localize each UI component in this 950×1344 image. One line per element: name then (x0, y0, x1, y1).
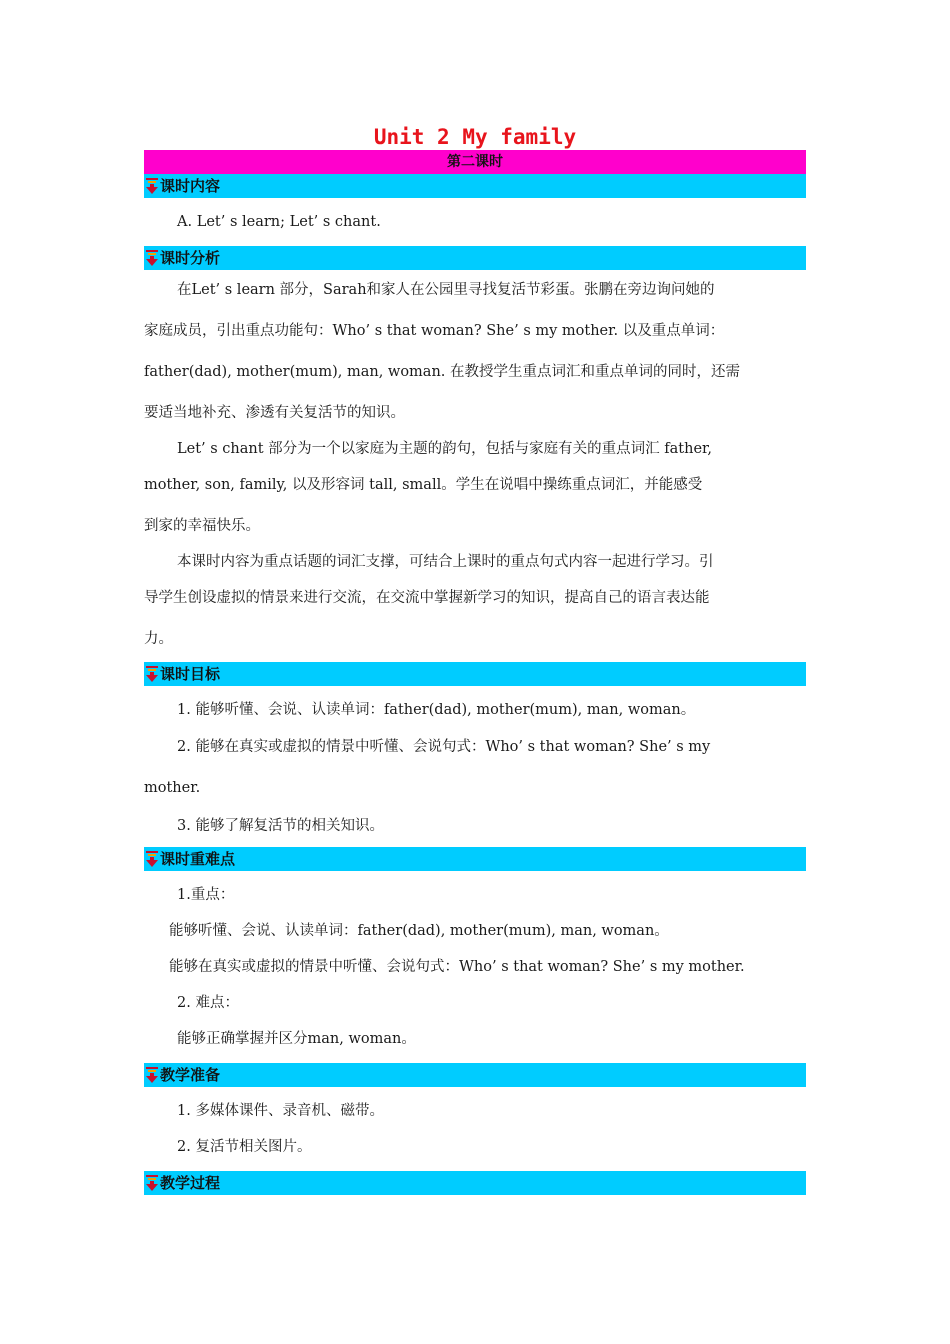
key-points-label: 1.重点： (177, 887, 235, 903)
prep-item-1: 1. 多媒体课件、录音机、磁带。 (177, 1103, 384, 1119)
document-title: Unit 2 My family (373, 125, 577, 149)
paragraph-line: 家庭成员，引出重点功能句：Who’ s that woman? She’ s my mother. 以及重点单词： (144, 323, 725, 339)
arrow-down-bar-icon (145, 851, 159, 867)
section-heading: 课时目标 (160, 665, 221, 683)
section-header-prep (144, 1063, 806, 1087)
paragraph-line: Let’ s chant 部分为一个以家庭为主题的韵句，包括与家庭有关的重点词汇 father, (177, 441, 712, 457)
section-header-goals (144, 662, 806, 686)
section-heading: 课时重难点 (160, 850, 236, 868)
section-header-content (144, 174, 806, 198)
goal-item-1: 1. 能够听懂、会说、认读单词：father(dad), mother(mum), man, woman。 (177, 702, 696, 718)
paragraph-line: 到家的幸福快乐。 (144, 518, 260, 534)
section-header-analysis (144, 246, 806, 270)
paragraph-line: 导学生创设虚拟的情景来进行交流，在交流中掌握新学习的知识，提高自己的语言表达能 (144, 590, 710, 606)
section-heading: 课时分析 (160, 249, 221, 267)
section-heading: 教学过程 (160, 1174, 221, 1192)
goal-item-2-cont: mother. (144, 780, 201, 796)
prep-item-2: 2. 复活节相关图片。 (177, 1139, 312, 1155)
arrow-down-bar-icon (145, 1067, 159, 1083)
analysis-paragraph-2 (144, 433, 806, 546)
section-heading: 课时内容 (160, 177, 221, 195)
arrow-down-bar-icon (145, 178, 159, 194)
lesson-banner: 第二课时 (144, 150, 806, 174)
arrow-down-bar-icon (145, 666, 159, 682)
paragraph-line: 力。 (144, 631, 173, 647)
paragraph-line: 要适当地补充、渗透有关复活节的知识。 (144, 405, 405, 421)
goal-item-3: 3. 能够了解复活节的相关知识。 (177, 818, 384, 834)
paragraph-line: father(dad), mother(mum), man, woman. 在教授学生重点词汇和重点单词的同时，还需 (144, 364, 740, 380)
paragraph-line: mother, son, family, 以及形容词 tall, small。学生在说唱中操练重点词汇，并能感受 (144, 477, 703, 493)
arrow-down-bar-icon (145, 250, 159, 266)
content-text: A. Let’ s learn; Let’ s chant. (177, 214, 381, 230)
difficult-point-1: 能够正确掌握并区分man, woman。 (177, 1031, 416, 1047)
section-heading: 教学准备 (160, 1066, 221, 1084)
paragraph-line: 本课时内容为重点话题的词汇支撑，可结合上课时的重点句式内容一起进行学习。引 (177, 554, 714, 570)
goal-item-2: 2. 能够在真实或虚拟的情景中听懂、会说句式：Who’ s that woman? She’ s my (177, 739, 711, 755)
key-point-1: 能够听懂、会说、认读单词：father(dad), mother(mum), man, woman。 (169, 923, 669, 939)
arrow-down-bar-icon (145, 1175, 159, 1191)
analysis-paragraph-3 (144, 546, 806, 660)
key-point-2: 能够在真实或虚拟的情景中听懂、会说句式：Who’ s that woman? She’ s my mother. (169, 959, 745, 975)
section-header-process (144, 1171, 806, 1195)
difficult-points-label: 2. 难点： (177, 995, 239, 1011)
paragraph-line: 在Let’ s learn 部分，Sarah和家人在公园里寻找复活节彩蛋。张鹏在旁边询问她的 (177, 282, 715, 298)
section-header-key-points (144, 847, 806, 871)
document-page (144, 124, 806, 1195)
analysis-paragraph-1 (144, 270, 806, 433)
